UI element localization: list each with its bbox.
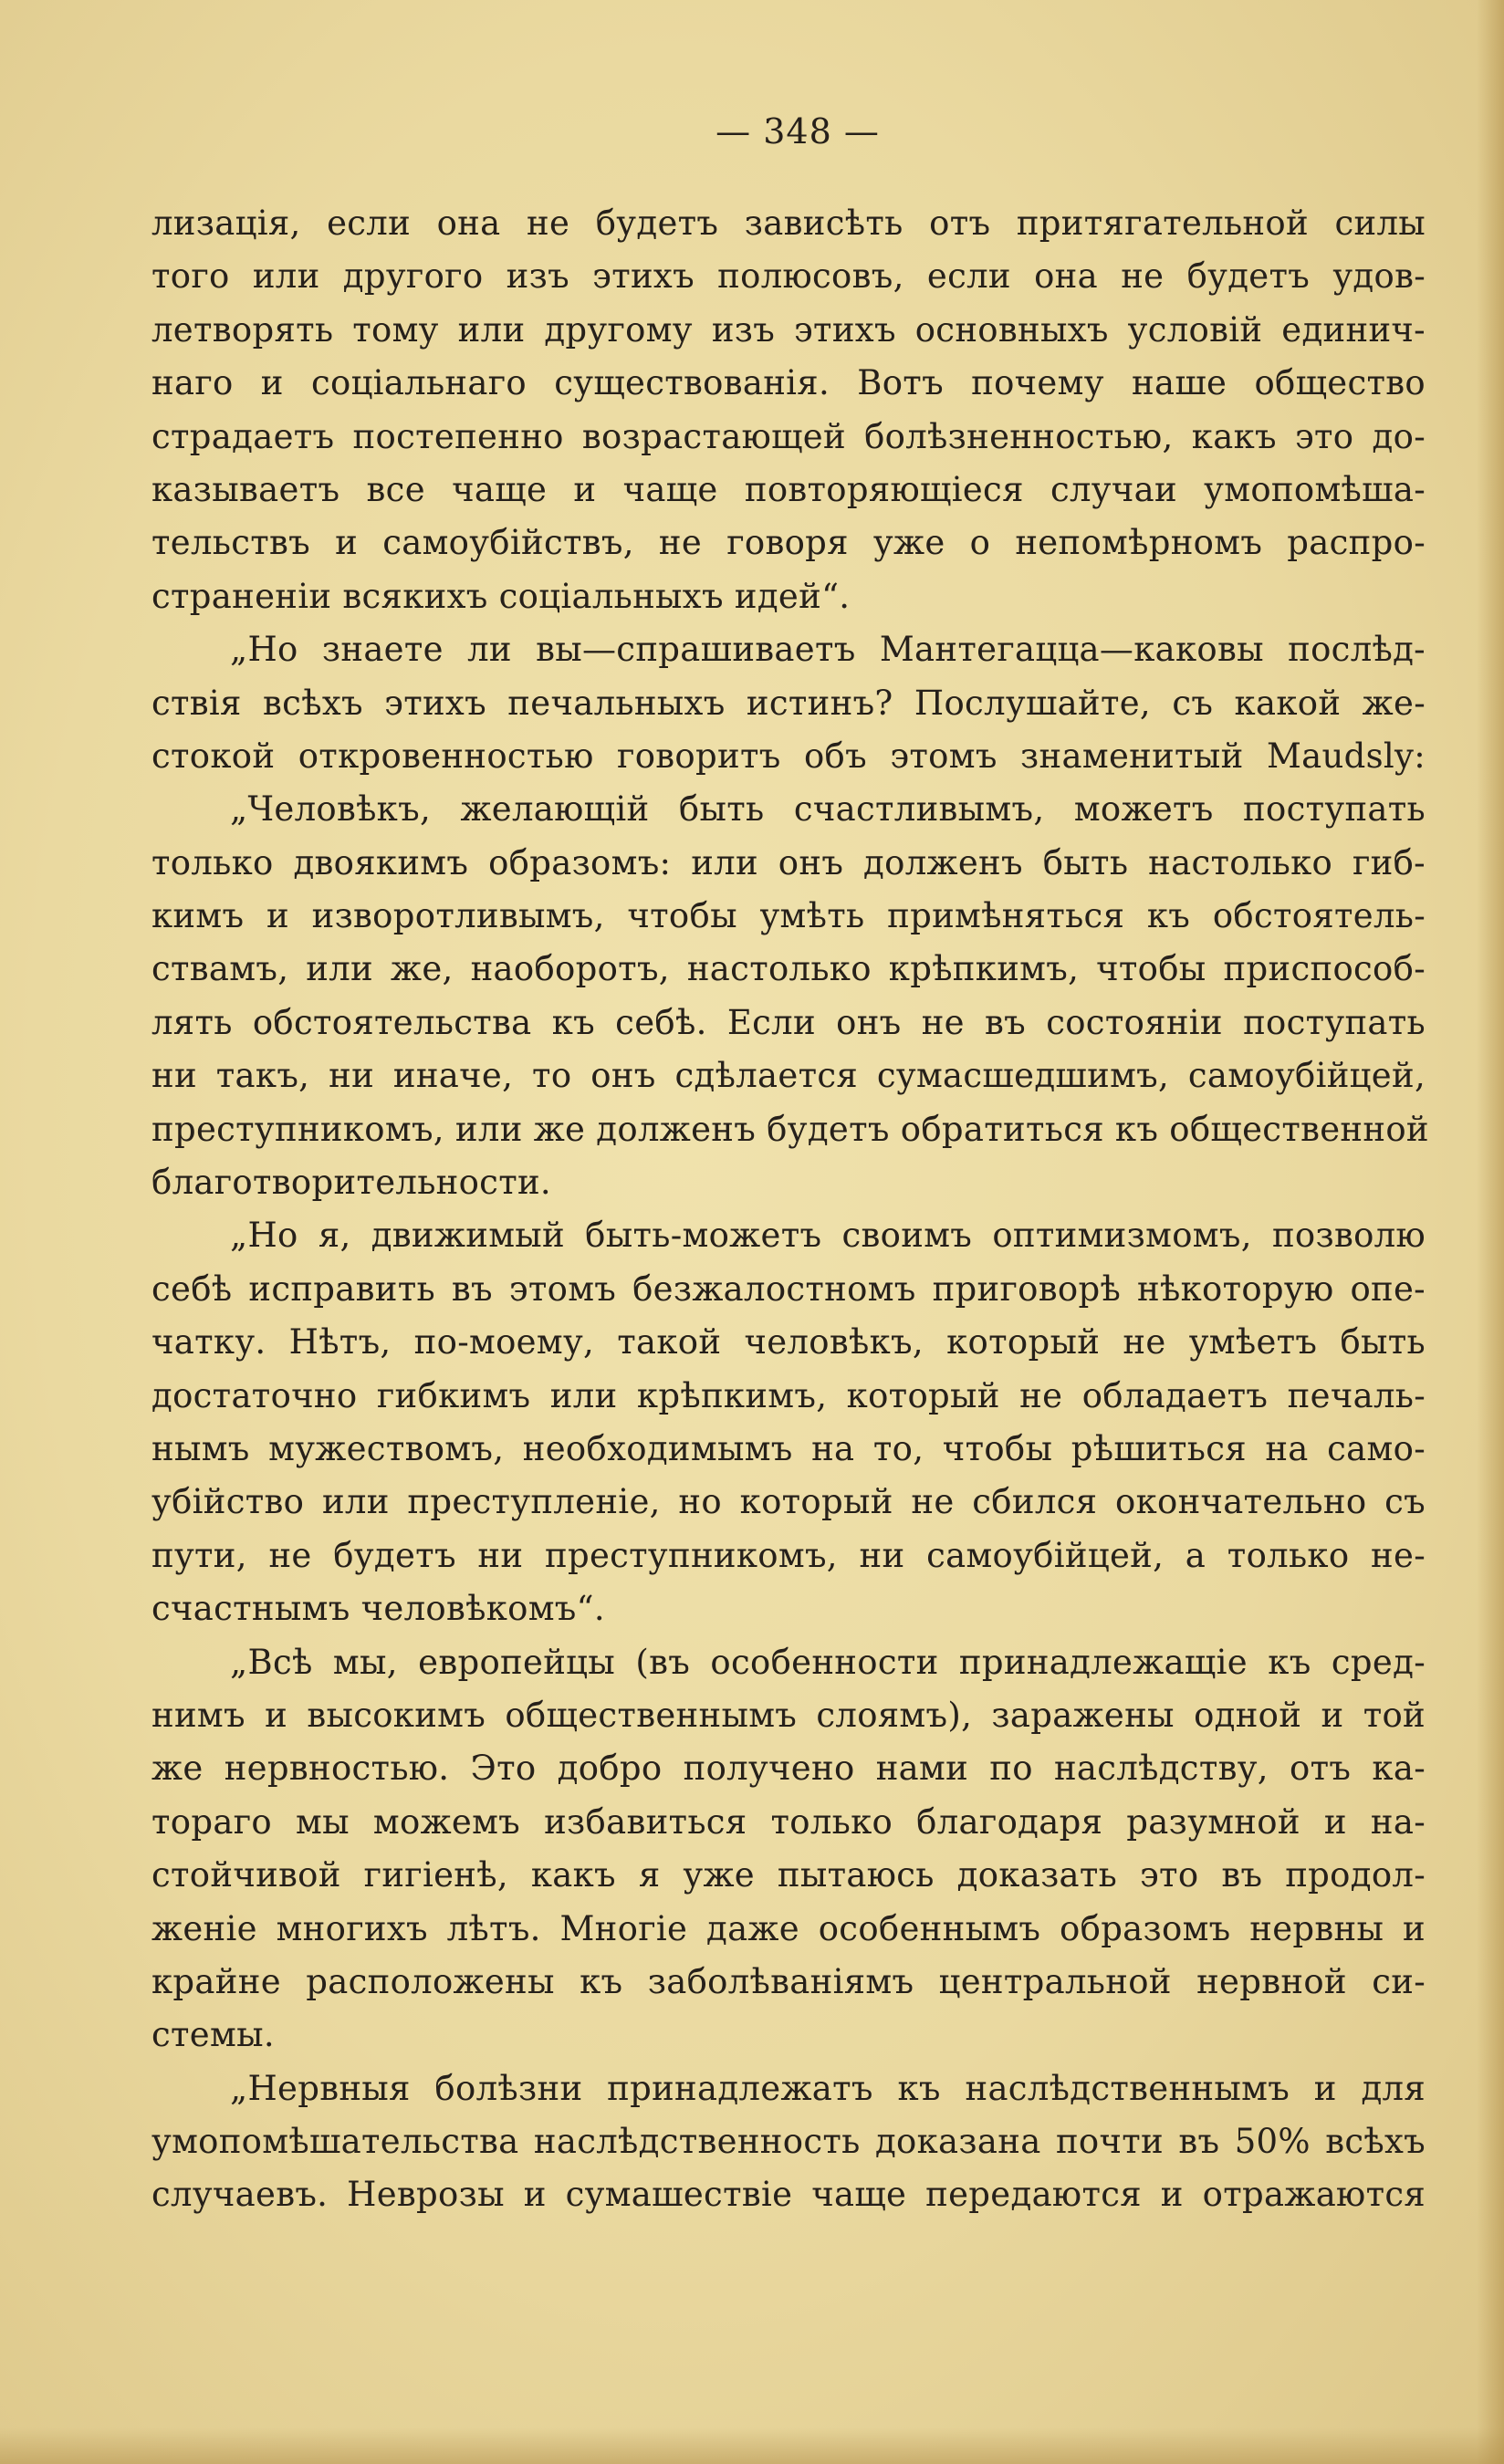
body-text	[151, 197, 1429, 2222]
text-line: же нервностью. Это добро получено нами по наслѣдству, отъ ка-	[151, 1749, 1426, 1789]
text-line: преступникомъ, или же долженъ будетъ обратиться къ общественной	[151, 1109, 1429, 1149]
page-number: — 348 —	[715, 111, 880, 151]
text-line: благотворительности.	[151, 1163, 551, 1203]
text-line: себѣ исправить въ этомъ безжалостномъ приговорѣ нѣкоторую опе-	[151, 1269, 1426, 1309]
text-line: счастнымъ человѣкомъ“.	[151, 1589, 605, 1629]
text-line: летворять тому или другому изъ этихъ основныхъ условій единич-	[151, 309, 1426, 350]
text-line: крайне расположены къ заболѣваніямъ центральной нервной си-	[151, 1961, 1426, 2001]
text-line: лизація, если она не будетъ зависѣть отъ притягательной силы	[151, 204, 1426, 243]
text-line: тораго мы можемъ избавиться только благодаря разумной и на-	[151, 1801, 1426, 1842]
text-line: „Всѣ мы, европейцы (въ особенности принадлежащіе къ сред-	[230, 1642, 1426, 1682]
text-line: страдаетъ постепенно возрастающей болѣзненностью, какъ это до-	[151, 416, 1426, 456]
text-line: женіе многихъ лѣтъ. Многіе даже особеннымъ образомъ нервны и	[151, 1908, 1426, 1948]
text-line: „Но знаете ли вы—спрашиваетъ Мантегацца—каковы послѣд-	[230, 630, 1426, 670]
text-line: „Человѣкъ, желающій быть счастливымъ, можетъ поступать	[230, 789, 1426, 830]
text-line: чатку. Нѣтъ, по-моему, такой человѣкъ, который не умѣетъ быть	[151, 1322, 1426, 1363]
text-line: ствія всѣхъ этихъ печальныхъ истинъ? Послушайте, съ какой же-	[151, 683, 1426, 723]
text-line: казываетъ все чаще и чаще повторяющіеся случаи умопомѣша-	[151, 469, 1426, 509]
text-line: достаточно гибкимъ или крѣпкимъ, который не обладаетъ печаль-	[151, 1375, 1426, 1415]
text-line: нымъ мужествомъ, необходимымъ на то, чтобы рѣшиться на само-	[151, 1428, 1426, 1468]
page-edge-shadow	[1477, 0, 1504, 2464]
text-line: случаевъ. Неврозы и сумашествіе чаще передаются и отражаются	[151, 2175, 1426, 2215]
text-line: „Но я, движимый быть-можетъ своимъ оптимизмомъ, позволю	[230, 1216, 1426, 1256]
text-line: убійство или преступленіе, но который не сбился окончательно съ	[151, 1482, 1426, 1522]
text-line: тельствъ и самоубійствъ, не говоря уже о непомѣрномъ распро-	[151, 523, 1426, 563]
text-line: нимъ и высокимъ общественнымъ слоямъ), заражены одной и той	[151, 1695, 1426, 1735]
text-line: стокой откровенностью говоритъ объ этомъ знаменитый Maudsly:	[151, 736, 1426, 776]
text-line: умопомѣшательства наслѣдственность доказана почти въ 50% всѣхъ	[151, 2122, 1426, 2162]
text-line: „Нервныя болѣзни принадлежатъ къ наслѣдственнымъ и для	[230, 2068, 1426, 2108]
text-line: наго и соціальнаго существованія. Вотъ почему наше общество	[151, 363, 1426, 403]
text-line: кимъ и изворотливымъ, чтобы умѣть примѣняться къ обстоятель-	[151, 896, 1426, 936]
text-line: стемы.	[151, 2015, 275, 2055]
text-line: того или другого изъ этихъ полюсовъ, если она не будетъ удов-	[151, 256, 1426, 297]
text-line: только двоякимъ образомъ: или онъ долженъ быть настолько гиб-	[151, 842, 1426, 882]
text-line: стойчивой гигіенѣ, какъ я уже пытаюсь доказать это въ продол-	[151, 1855, 1426, 1895]
page-bottom-shadow	[0, 2427, 1504, 2464]
text-line: страненіи всякихъ соціальныхъ идей“.	[151, 576, 851, 616]
text-line: ствамъ, или же, наоборотъ, настолько крѣпкимъ, чтобы приспособ-	[151, 949, 1426, 989]
text-line: ни такъ, ни иначе, то онъ сдѣлается сумасшедшимъ, самоубійцей,	[151, 1056, 1426, 1096]
text-line: пути, не будетъ ни преступникомъ, ни самоубійцей, а только не-	[151, 1535, 1426, 1575]
text-line: лять обстоятельства къ себѣ. Если онъ не въ состояніи поступать	[151, 1002, 1426, 1042]
